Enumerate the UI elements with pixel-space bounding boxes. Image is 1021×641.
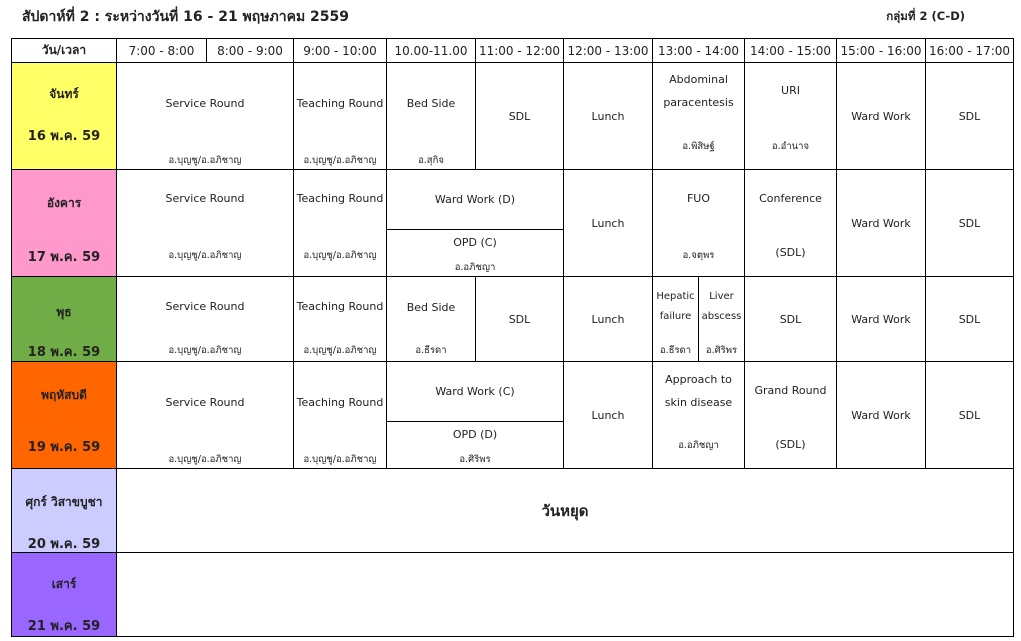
mon-sdl-afternoon — [925, 62, 1014, 170]
activity-label: Grand Round — [754, 384, 827, 397]
mon-ward-work — [836, 62, 926, 170]
day-saturday — [11, 552, 117, 637]
activity-label: Service Round — [165, 300, 245, 313]
instructor-label: อ.บุญชู/อ.อภิชาญ — [168, 345, 242, 356]
wed-service-round — [116, 276, 294, 362]
instructor-label: อ.ศิริพร — [705, 345, 738, 356]
wed-ward-work — [836, 276, 926, 362]
day-date: 16 พ.ค. 59 — [27, 129, 101, 144]
day-tuesday — [11, 169, 117, 277]
activity-label: Teaching Round — [296, 396, 384, 409]
time-header: 13:00 - 14:00 — [652, 38, 745, 63]
day-wednesday — [11, 276, 117, 362]
instructor-label: อ.อำนาจ — [771, 141, 810, 152]
mon-abdominal-paracentesis — [652, 62, 745, 170]
tue-lunch — [563, 169, 653, 277]
activity-label: Bed Side — [406, 97, 456, 110]
day-name: พฤหัสบดี — [41, 388, 87, 402]
activity-label: Ward Work (C) — [435, 385, 515, 398]
instructor-label: อ.จตุพร — [682, 250, 715, 261]
thu-ward-work — [836, 361, 926, 469]
holiday-label: วันหยุด — [541, 501, 589, 520]
activity-label: Lunch — [591, 408, 625, 422]
mon-bedside — [386, 62, 476, 170]
activity-label: SDL — [779, 312, 802, 326]
instructor-label: อ.พิสิษฐ์ — [682, 141, 715, 152]
wed-hepatic-failure — [652, 276, 699, 362]
day-date: 19 พ.ค. 59 — [27, 440, 101, 455]
sat-empty — [116, 552, 1014, 637]
tue-fuo — [652, 169, 745, 277]
activity-label: Lunch — [591, 109, 625, 123]
activity-label: OPD (D) — [452, 428, 498, 441]
activity-label: Conference — [759, 192, 822, 205]
instructor-label: อ.บุญชู/อ.อภิชาญ — [303, 345, 377, 356]
activity-label: Abdominal — [669, 73, 728, 86]
instructor-label: อ.ธีรดา — [415, 345, 447, 356]
mon-lunch — [563, 62, 653, 170]
activity-label: FUO — [686, 192, 711, 205]
wed-lunch — [563, 276, 653, 362]
tue-teaching-round — [293, 169, 387, 277]
day-friday — [11, 468, 117, 553]
activity-label: Ward Work — [851, 216, 911, 230]
tue-ward-work-d — [386, 169, 564, 230]
day-date: 20 พ.ค. 59 — [27, 537, 101, 552]
mon-uri — [744, 62, 837, 170]
time-header: 9:00 - 10:00 — [293, 38, 387, 63]
fri-holiday — [116, 468, 1014, 553]
instructor-label: อ.บุญชู/อ.อภิชาญ — [303, 155, 377, 166]
day-name: จันทร์ — [49, 87, 79, 101]
thu-ward-work-c — [386, 361, 564, 422]
wed-sdl — [475, 276, 564, 362]
activity-label: paracentesis — [663, 96, 734, 109]
wed-sdl-3 — [925, 276, 1014, 362]
tue-opd-c — [386, 229, 564, 277]
wed-sdl-2 — [744, 276, 837, 362]
activity-label: Teaching Round — [296, 192, 384, 205]
time-header: 14:00 - 15:00 — [744, 38, 837, 63]
activity-label: Liver — [709, 291, 734, 302]
activity-label: SDL — [958, 109, 981, 123]
day-date: 21 พ.ค. 59 — [27, 619, 101, 634]
activity-label: Service Round — [165, 192, 245, 205]
thu-service-round — [116, 361, 294, 469]
thu-opd-d — [386, 421, 564, 469]
activity-label: (SDL) — [775, 246, 806, 259]
day-name: เสาร์ — [51, 577, 77, 591]
thu-lunch — [563, 361, 653, 469]
activity-label: Lunch — [591, 216, 625, 230]
time-header: 12:00 - 13:00 — [563, 38, 653, 63]
time-header: 16:00 - 17:00 — [925, 38, 1014, 63]
activity-label: Service Round — [165, 97, 245, 110]
activity-label: SDL — [508, 312, 531, 326]
activity-label: Ward Work — [851, 408, 911, 422]
corner-header: วัน/เวลา — [11, 38, 117, 63]
activity-label: Teaching Round — [296, 300, 384, 313]
thu-grand-round — [744, 361, 837, 469]
day-name: อังคาร — [46, 196, 82, 210]
instructor-label: อ.ศิริพร — [459, 454, 491, 465]
tue-ward-work — [836, 169, 926, 277]
activity-label: Ward Work — [851, 312, 911, 326]
thu-approach-skin-disease — [652, 361, 745, 469]
activity-label: URI — [781, 84, 800, 97]
activity-label: Ward Work (D) — [434, 193, 516, 206]
wed-liver-abscess — [698, 276, 745, 362]
activity-label: abscess — [701, 311, 742, 322]
instructor-label: อ.บุญชู/อ.อภิชาญ — [303, 454, 377, 465]
instructor-label: อ.ธีรดา — [659, 345, 692, 356]
day-name: ศุกร์ วิสาขบูชา — [25, 495, 103, 509]
wed-teaching-round — [293, 276, 387, 362]
day-date: 18 พ.ค. 59 — [27, 345, 101, 360]
activity-label: SDL — [958, 408, 981, 422]
activity-label: SDL — [508, 109, 531, 123]
day-name: พุธ — [56, 305, 72, 319]
activity-label: Hepatic — [656, 291, 695, 302]
mon-service-round — [116, 62, 294, 170]
activity-label: OPD (C) — [453, 236, 497, 249]
day-thursday — [11, 361, 117, 469]
activity-label: Lunch — [591, 312, 625, 326]
instructor-label: อ.อภิชญา — [678, 440, 719, 451]
group-label: กลุ่มที่ 2 (C-D) — [886, 9, 965, 23]
time-header: 7:00 - 8:00 — [116, 38, 207, 63]
activity-label: failure — [659, 311, 692, 322]
day-monday — [11, 62, 117, 170]
activity-label: Teaching Round — [296, 97, 384, 110]
instructor-label: อ.บุญชู/อ.อภิชาญ — [168, 155, 242, 166]
time-header: 8:00 - 9:00 — [206, 38, 294, 63]
instructor-label: อ.บุญชู/อ.อภิชาญ — [168, 250, 242, 261]
tue-service-round — [116, 169, 294, 277]
activity-label: skin disease — [664, 396, 733, 409]
thu-teaching-round — [293, 361, 387, 469]
activity-label: SDL — [958, 312, 981, 326]
tue-conference — [744, 169, 837, 277]
instructor-label: อ.บุญชู/อ.อภิชาญ — [168, 454, 242, 465]
tue-sdl — [925, 169, 1014, 277]
instructor-label: อ.สุกิจ — [418, 155, 444, 166]
activity-label: Service Round — [165, 396, 245, 409]
wed-bedside — [386, 276, 476, 362]
activity-label: Bed Side — [406, 301, 456, 314]
activity-label: SDL — [958, 216, 981, 230]
activity-label: (SDL) — [775, 438, 806, 451]
page-title: สัปดาห์ที่ 2 : ระหว่างวันที่ 16 - 21 พฤษภาคม 2559 — [22, 9, 350, 25]
thu-sdl — [925, 361, 1014, 469]
instructor-label: อ.บุญชู/อ.อภิชาญ — [303, 250, 377, 261]
activity-label: Ward Work — [851, 109, 911, 123]
time-header: 11:00 - 12:00 — [475, 38, 564, 63]
time-header: 15:00 - 16:00 — [836, 38, 926, 63]
activity-label: Approach to — [665, 373, 732, 386]
instructor-label: อ.อภิชญา — [454, 262, 496, 273]
mon-teaching-round — [293, 62, 387, 170]
time-header: 10.00-11.00 — [386, 38, 476, 63]
day-date: 17 พ.ค. 59 — [27, 250, 101, 265]
mon-sdl — [475, 62, 564, 170]
